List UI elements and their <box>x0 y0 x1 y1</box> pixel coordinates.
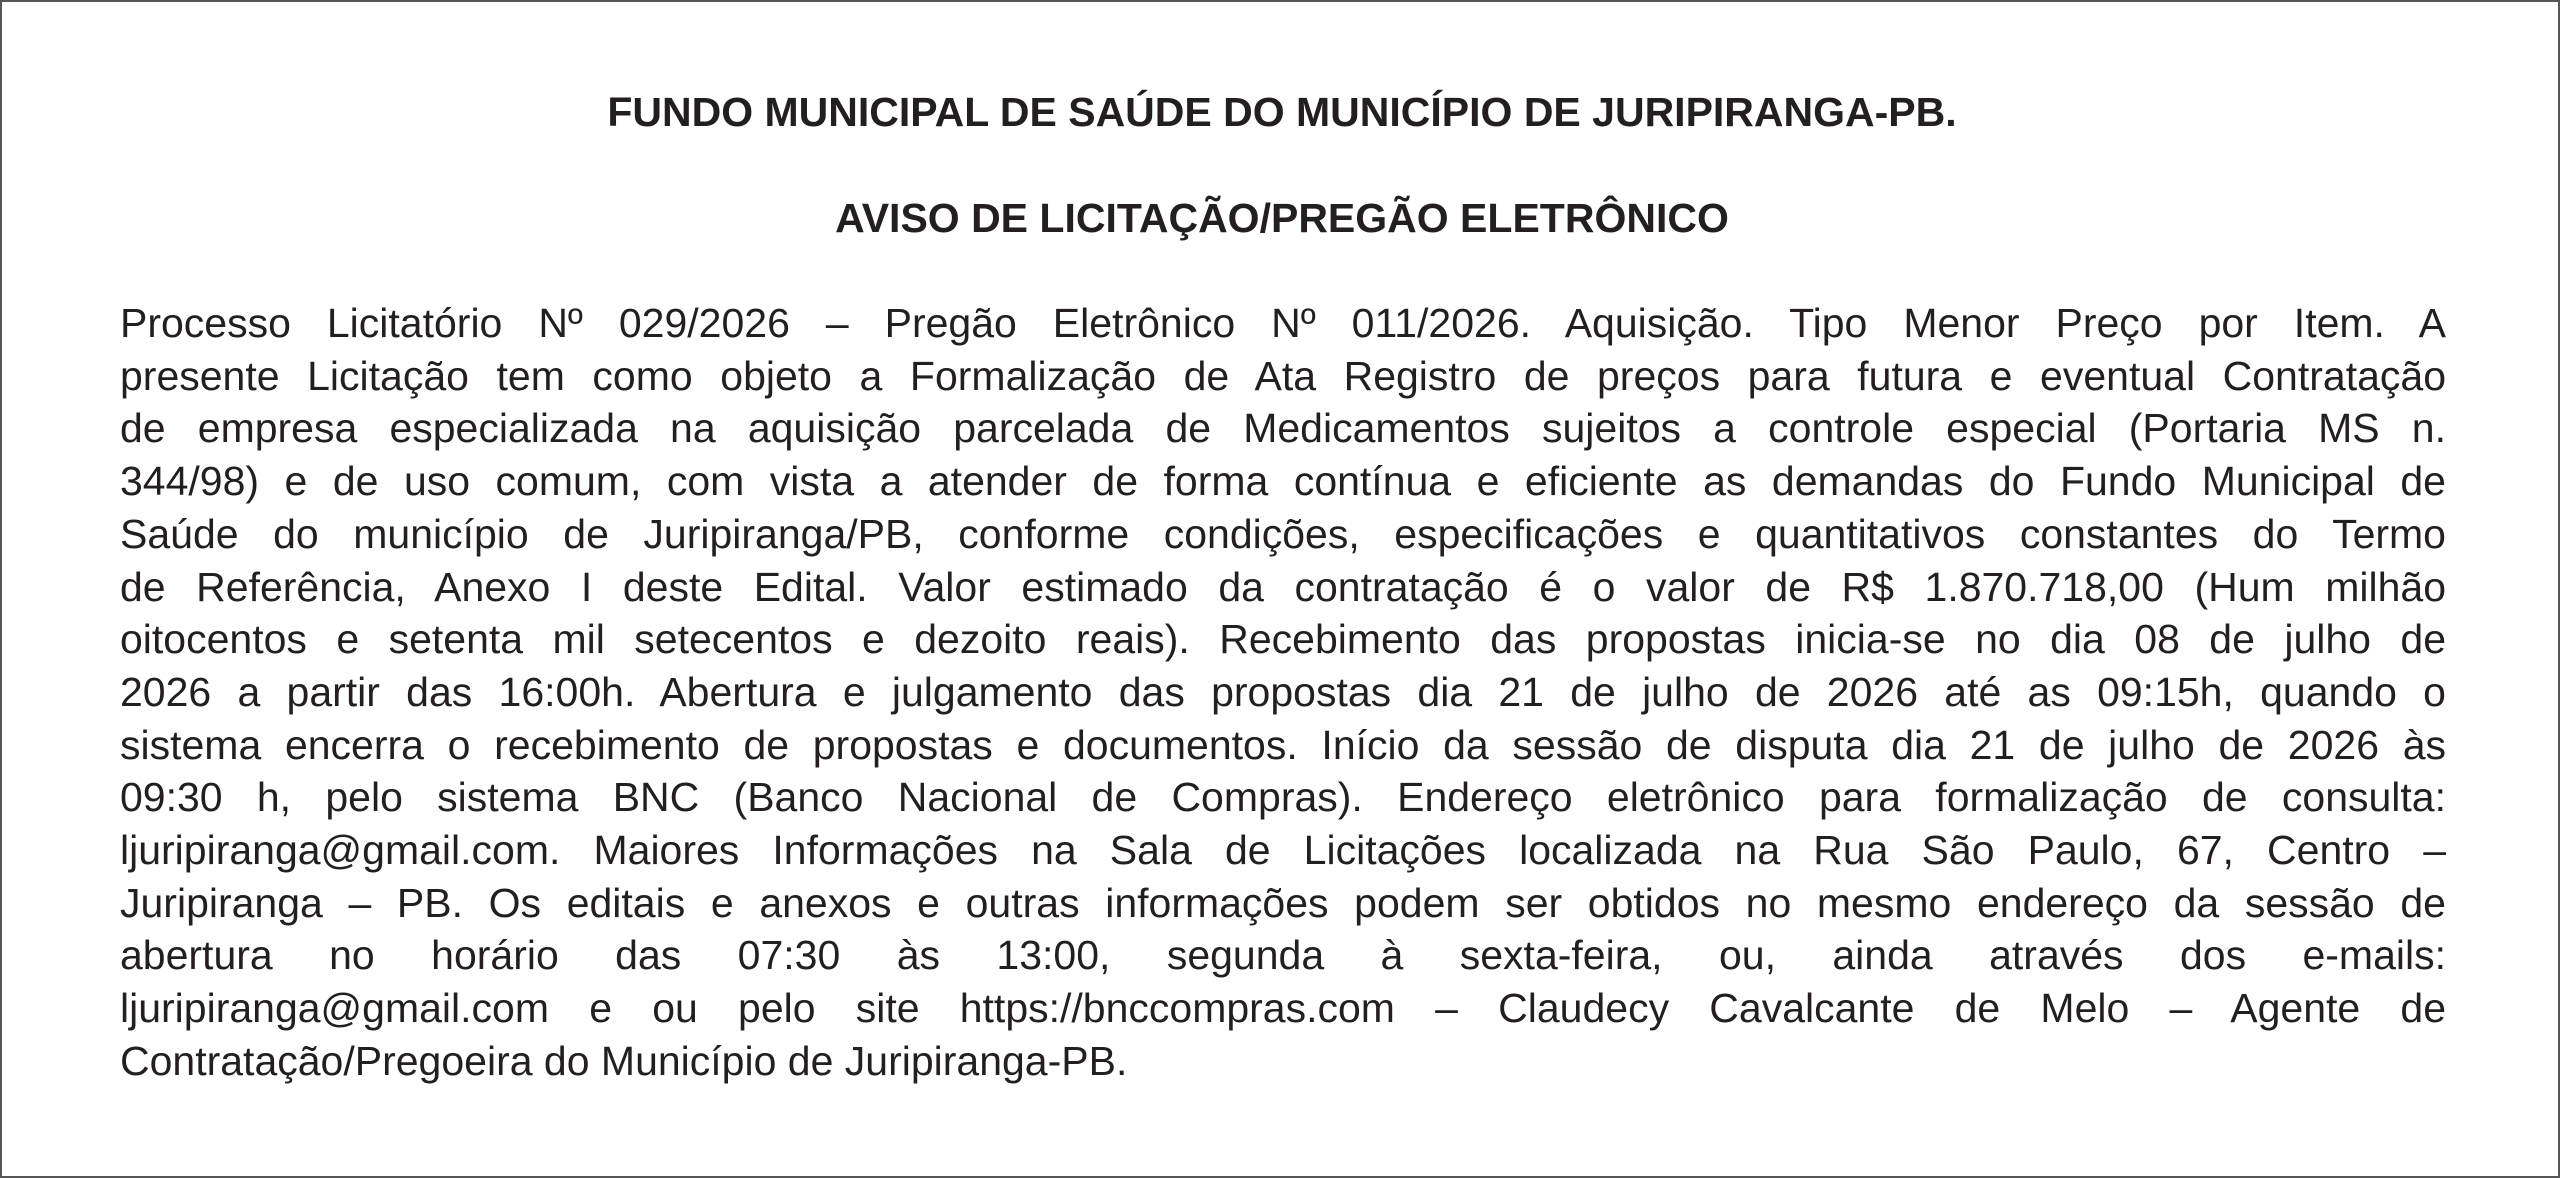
body-line: Juripiranga – PB. Os editais e anexos e outras informações podem ser obtidos no mesmo endereço da sessão de <box>120 879 2446 926</box>
body-line: oitocentos e setenta mil setecentos e dezoito reais). Recebimento das propostas inicia-se no dia 08 de julho de <box>120 616 2446 663</box>
body-line: de Referência, Anexo I deste Edital. Valor estimado da contratação é o valor de R$ 1.870.718,00 (Hum milhão <box>120 563 2446 610</box>
body-line: presente Licitação tem como objeto a Formalização de Ata Registro de preços para futura e eventual Contratação <box>120 352 2446 399</box>
body-line: abertura no horário das 07:30 às 13:00, segunda à sexta-feira, ou, ainda através dos e-mails: <box>120 932 2446 979</box>
body-line: Processo Licitatório Nº 029/2026 – Pregão Eletrônico Nº 011/2026. Aquisição. Tipo Menor Preço por Item. A <box>120 300 2446 346</box>
body-line: 09:30 h, pelo sistema BNC (Banco Nacional de Compras). Endereço eletrônico para formalização de consulta: <box>120 774 2446 821</box>
body-line: de empresa especializada na aquisição parcelada de Medicamentos sujeitos a controle especial (Portaria MS n. <box>120 405 2446 452</box>
organization-title: FUNDO MUNICIPAL DE SAÚDE DO MUNICÍPIO DE JURIPIRANGA-PB. <box>607 89 1957 135</box>
notice-body <box>120 297 2446 1088</box>
body-line: sistema encerra o recebimento de propostas e documentos. Início da sessão de disputa dia 21 de julho de 2026 às <box>120 721 2446 768</box>
body-line: ljuripiranga@gmail.com e ou pelo site https://bnccompras.com – Claudecy Cavalcante de Melo – Agente de <box>120 985 2446 1032</box>
body-line: Saúde do município de Juripiranga/PB, conforme condições, especificações e quantitativos constantes do Termo <box>120 510 2446 557</box>
notice-title: AVISO DE LICITAÇÃO/PREGÃO ELETRÔNICO <box>835 195 1729 241</box>
body-line: ljuripiranga@gmail.com. Maiores Informações na Sala de Licitações localizada na Rua São Paulo, 67, Centro – <box>120 827 2446 874</box>
body-line: 344/98) e de uso comum, com vista a atender de forma contínua e eficiente as demandas do Fundo Municipal de <box>120 458 2446 505</box>
body-line: Contratação/Pregoeira do Município de Juripiranga-PB. <box>120 1037 1128 1084</box>
body-line: 2026 a partir das 16:00h. Abertura e julgamento das propostas dia 21 de julho de 2026 até as 09:15h, quando o <box>120 668 2446 715</box>
